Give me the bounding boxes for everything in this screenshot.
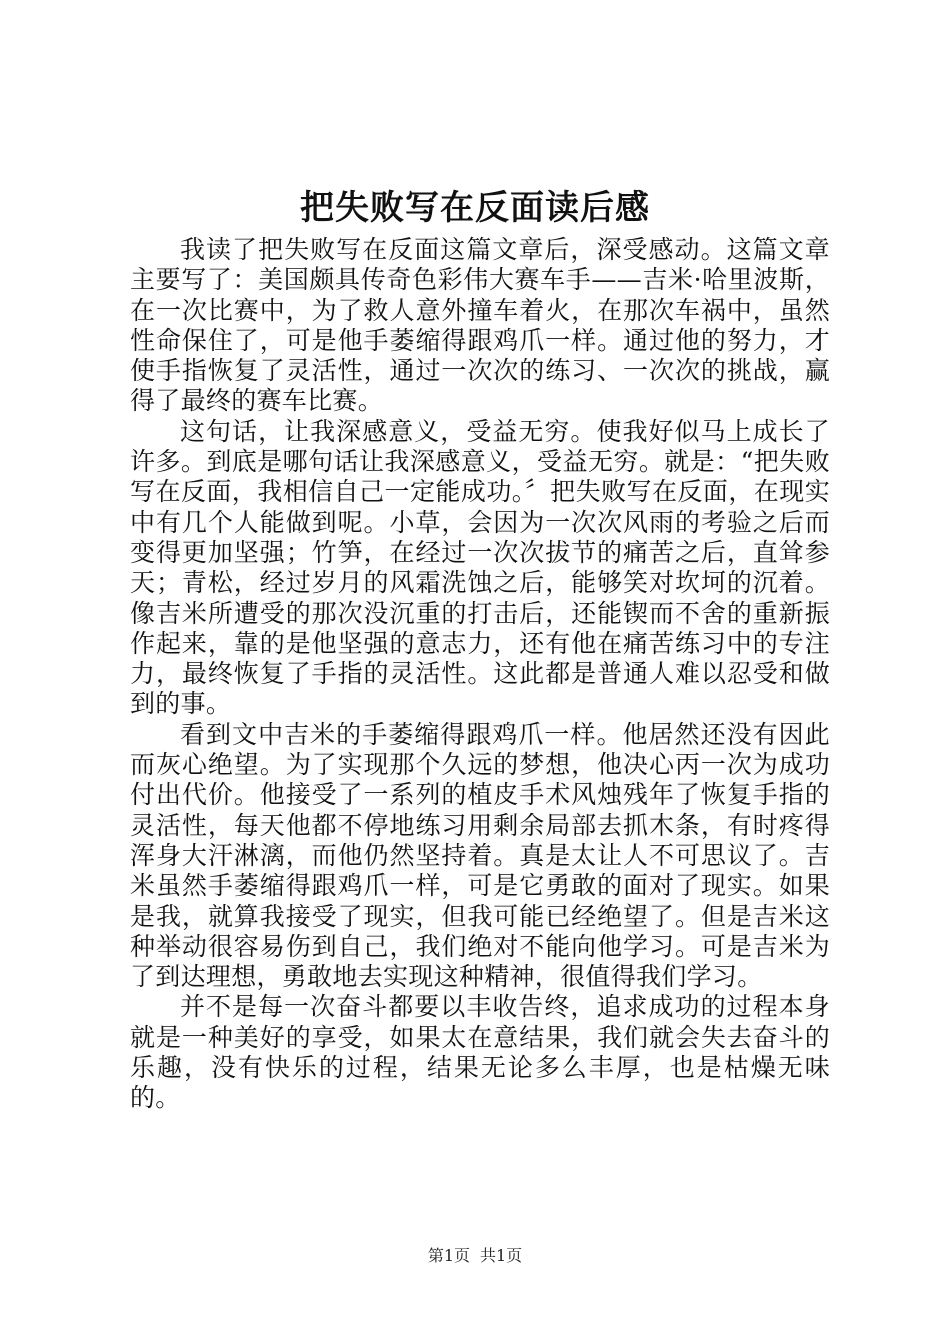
paragraph: 并不是每一次奋斗都要以丰收告终，追求成功的过程本身就是一种美好的享受，如果太在意结果，我们就会失去奋斗的乐趣，没有快乐的过程，结果无论多么丰厚，也是枯燥无味的。: [130, 992, 830, 1113]
page-number: 第1页: [427, 1246, 470, 1265]
paragraph: 这句话，让我深感意义，受益无穷。使我好似马上成长了许多。到底是哪句话让我深感意义，受益无穷。就是：“把失败写在反面，我相信自己一定能成功。〞把失败写在反面，在现实中有几个人能做到呢。小草，会因为一次次风雨的考验之后而变得更加坚强；竹笋，在经过一次次拔节的痛苦之后，直耸参天；青松，经过岁月的风霜洗蚀之后，能够笑对坎坷的沉着。像吉米所遭受的那次没沉重的打击后，还能锲而不舍的重新振作起来，靠的是他坚强的意志力，还有他在痛苦练习中的专注力，最终恢复了手指的灵活性。这此都是普通人难以忍受和做到的事。: [130, 416, 830, 719]
page-footer: [0, 1244, 950, 1268]
paragraph: 我读了把失败写在反面这篇文章后，深受感动。这篇文章主要写了：美国颇具传奇色彩伟大赛车手——吉米·哈里波斯，在一次比赛中，为了救人意外撞车着火，在那次车祸中，虽然性命保住了，可是他手萎缩得跟鸡爪一样。通过他的努力，才使手指恢复了灵活性，通过一次次的练习、一次次的挑战，赢得了最终的赛车比赛。: [130, 235, 830, 416]
paragraph: 看到文中吉米的手萎缩得跟鸡爪一样。他居然还没有因此而灰心绝望。为了实现那个久远的梦想，他决心丙一次为成功付出代价。他接受了一系列的植皮手术风烛残年了恢复手指的灵活性，每天他都不停地练习用剩余局部去抓木条，有时疼得浑身大汗淋漓，而他仍然坚持着。真是太让人不可思议了。吉米虽然手萎缩得跟鸡爪一样，可是它勇敢的面对了现实。如果是我，就算我接受了现实，但我可能已经绝望了。但是吉米这种举动很容易伤到自己，我们绝对不能向他学习。可是吉米为了到达理想，勇敢地去实现这种精神，很值得我们学习。: [130, 719, 830, 992]
document-title: 把失败写在反面读后感: [300, 188, 650, 228]
document-body: [130, 235, 830, 1114]
page-total: 共1页: [480, 1246, 523, 1265]
